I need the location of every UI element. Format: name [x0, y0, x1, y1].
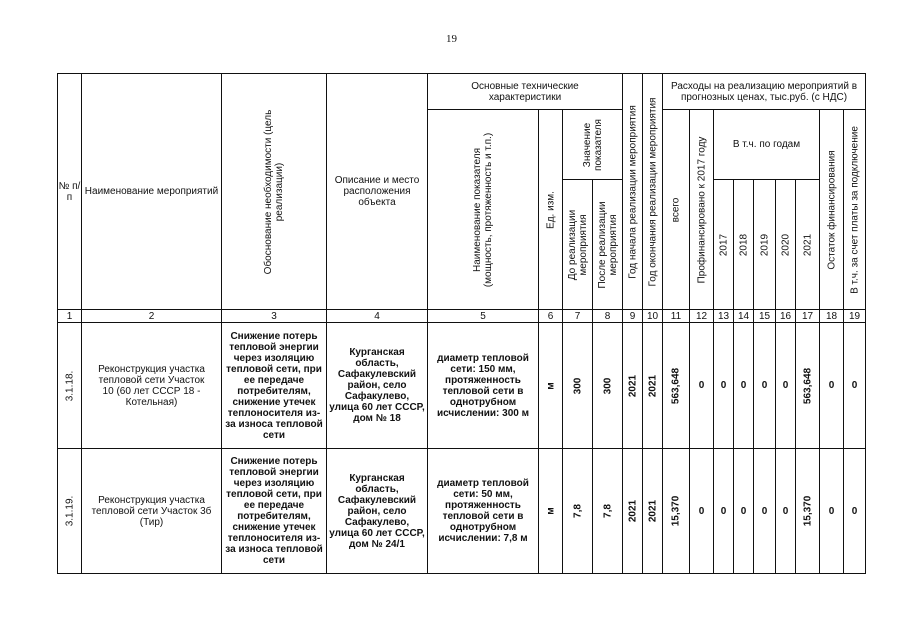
header-unit-text: Ед. изм.	[545, 190, 556, 229]
cost-2021-text: 15,370	[802, 495, 813, 527]
year-end-text: 2021	[647, 374, 658, 397]
value-after	[593, 323, 623, 449]
cost-total-text: 563,648	[670, 367, 682, 404]
header-total	[663, 110, 690, 310]
cost-2020: 0	[776, 323, 796, 449]
cost-financed: 0	[690, 449, 714, 574]
measure-unit-text: м	[545, 507, 556, 515]
header-connection-fee-text: В т.ч. за счет платы за подключение	[849, 125, 860, 294]
measure-location: Курганская область, Сафакулевский район, село Сафакулево, улица 60 лет СССР, дом № 18	[327, 323, 428, 449]
year-start-text: 2021	[627, 374, 638, 397]
year-end-text: 2021	[647, 499, 658, 523]
year-start-text: 2021	[627, 499, 638, 523]
table-row	[58, 323, 866, 449]
header-year-2020-text: 2020	[780, 233, 791, 256]
value-before-text: 7,8	[572, 504, 583, 518]
header-financed	[690, 110, 714, 310]
cost-2018: 0	[734, 323, 754, 449]
column-number: 10	[643, 310, 663, 323]
row-number-text: 3.1.19.	[64, 495, 75, 527]
column-number: 7	[563, 310, 593, 323]
table-row	[58, 449, 866, 574]
header-year-2021-text: 2021	[802, 233, 813, 256]
header-value-group-text: Значение показателя	[581, 118, 604, 171]
cost-total	[663, 323, 690, 449]
value-before	[563, 323, 593, 449]
cost-2020: 0	[776, 449, 796, 574]
column-number: 4	[327, 310, 428, 323]
cost-2021	[796, 323, 820, 449]
header-remaining-text: Остаток финансирования	[826, 149, 837, 270]
cost-connection-fee: 0	[844, 323, 866, 449]
measures-table	[57, 73, 866, 574]
cost-connection-fee: 0	[844, 449, 866, 574]
measure-unit-text: м	[545, 381, 556, 390]
year-end	[643, 449, 663, 574]
column-number: 19	[844, 310, 866, 323]
header-num: № п/п	[58, 74, 82, 310]
header-after-text: После реализации мероприятия	[596, 200, 619, 289]
cost-total	[663, 449, 690, 574]
row-number	[58, 323, 82, 449]
measure-location: Курганская область, Сафакулевский район, село Сафакулево, улица 60 лет СССР, дом № 24/1	[327, 449, 428, 574]
header-year-2017	[714, 180, 734, 310]
value-before	[563, 449, 593, 574]
header-value-group	[563, 110, 623, 180]
column-number: 8	[593, 310, 623, 323]
column-number: 15	[754, 310, 776, 323]
year-end	[643, 323, 663, 449]
header-year-end	[643, 74, 663, 310]
cost-2021	[796, 449, 820, 574]
column-number: 13	[714, 310, 734, 323]
header-before	[563, 180, 593, 310]
header-before-text: До реализации мероприятия	[566, 209, 589, 280]
column-number: 2	[82, 310, 222, 323]
header-year-2018-text: 2018	[738, 233, 749, 256]
header-year-2018	[734, 180, 754, 310]
column-number: 6	[539, 310, 563, 323]
header-year-2017-text: 2017	[718, 233, 729, 256]
header-remaining	[820, 110, 844, 310]
cost-2018: 0	[734, 449, 754, 574]
cost-remaining: 0	[820, 449, 844, 574]
cost-financed: 0	[690, 323, 714, 449]
page-number: 19	[446, 33, 457, 45]
row-number-text: 3.1.18.	[64, 370, 75, 401]
header-unit	[539, 110, 563, 310]
column-number: 17	[796, 310, 820, 323]
column-number: 14	[734, 310, 754, 323]
measure-reason: Снижение потерь тепловой энергии через изоляцию тепловой сети, при ее передаче потребителям, снижение утечек теплоносителя из-за износа тепловой сети	[222, 323, 327, 449]
column-number: 16	[776, 310, 796, 323]
column-number: 12	[690, 310, 714, 323]
header-connection-fee	[844, 110, 866, 310]
measure-indicator: диаметр тепловой сети: 50 мм, протяженность тепловой сети в однотрубном исчислении: 7,8 м	[428, 449, 539, 574]
header-years-group: В т.ч. по годам	[714, 110, 820, 180]
header-total-text: всего	[670, 197, 682, 222]
row-number	[58, 449, 82, 574]
header-year-2020	[776, 180, 796, 310]
header-financed-text: Профинансировано к 2017 году	[696, 136, 707, 283]
header-reason-text: Обоснование необходимости (цель реализации)	[263, 109, 285, 274]
column-number: 3	[222, 310, 327, 323]
header-expense-group: Расходы на реализацию мероприятий в прогнозных ценах, тыс.руб. (с НДС)	[663, 74, 866, 110]
measure-name: Реконструкция участка тепловой сети Участок 10 (60 лет СССР 18 - Котельная)	[82, 323, 222, 449]
header-year-2021	[796, 180, 820, 310]
column-number: 18	[820, 310, 844, 323]
cost-2017: 0	[714, 323, 734, 449]
measure-indicator: диаметр тепловой сети: 150 мм, протяженность тепловой сети в однотрубном исчислении: 300 м	[428, 323, 539, 449]
header-reason	[222, 74, 327, 310]
header-tech-group: Основные технические характеристики	[428, 74, 623, 110]
column-number: 9	[623, 310, 643, 323]
column-numbers-row	[58, 310, 866, 323]
value-after	[593, 449, 623, 574]
header-indicator	[428, 110, 539, 310]
value-before-text: 300	[572, 377, 583, 394]
column-number: 1	[58, 310, 82, 323]
column-number: 5	[428, 310, 539, 323]
cost-2021-text: 563,648	[802, 367, 813, 404]
measure-name: Реконструкция участка тепловой сети Участок 3б (Тир)	[82, 449, 222, 574]
header-year-end-text: Год окончания реализации мероприятия	[647, 97, 658, 286]
value-after-text: 7,8	[602, 504, 613, 518]
measure-unit	[539, 449, 563, 574]
header-after	[593, 180, 623, 310]
header-indicator-text: Наименование показателя (мощность, протяженность и т.п.)	[472, 132, 494, 287]
cost-2019: 0	[754, 323, 776, 449]
cost-2019: 0	[754, 449, 776, 574]
header-location: Описание и место расположения объекта	[327, 74, 428, 310]
header-year-start-text: Год начала реализации мероприятия	[627, 104, 638, 279]
year-start	[623, 323, 643, 449]
cost-total-text: 15,370	[670, 495, 682, 527]
header-year-2019-text: 2019	[759, 233, 770, 256]
value-after-text: 300	[602, 377, 613, 394]
measure-reason: Снижение потерь тепловой энергии через изоляцию тепловой сети, при ее передаче потребителям, снижение утечек теплоносителя из-за износа тепловой сети	[222, 449, 327, 574]
header-year-start	[623, 74, 643, 310]
header-name	[82, 74, 222, 310]
header-year-2019	[754, 180, 776, 310]
cost-2017: 0	[714, 449, 734, 574]
header-name-text: Наименование мероприятий	[84, 186, 219, 197]
cost-remaining: 0	[820, 323, 844, 449]
measure-unit	[539, 323, 563, 449]
column-number: 11	[663, 310, 690, 323]
year-start	[623, 449, 643, 574]
